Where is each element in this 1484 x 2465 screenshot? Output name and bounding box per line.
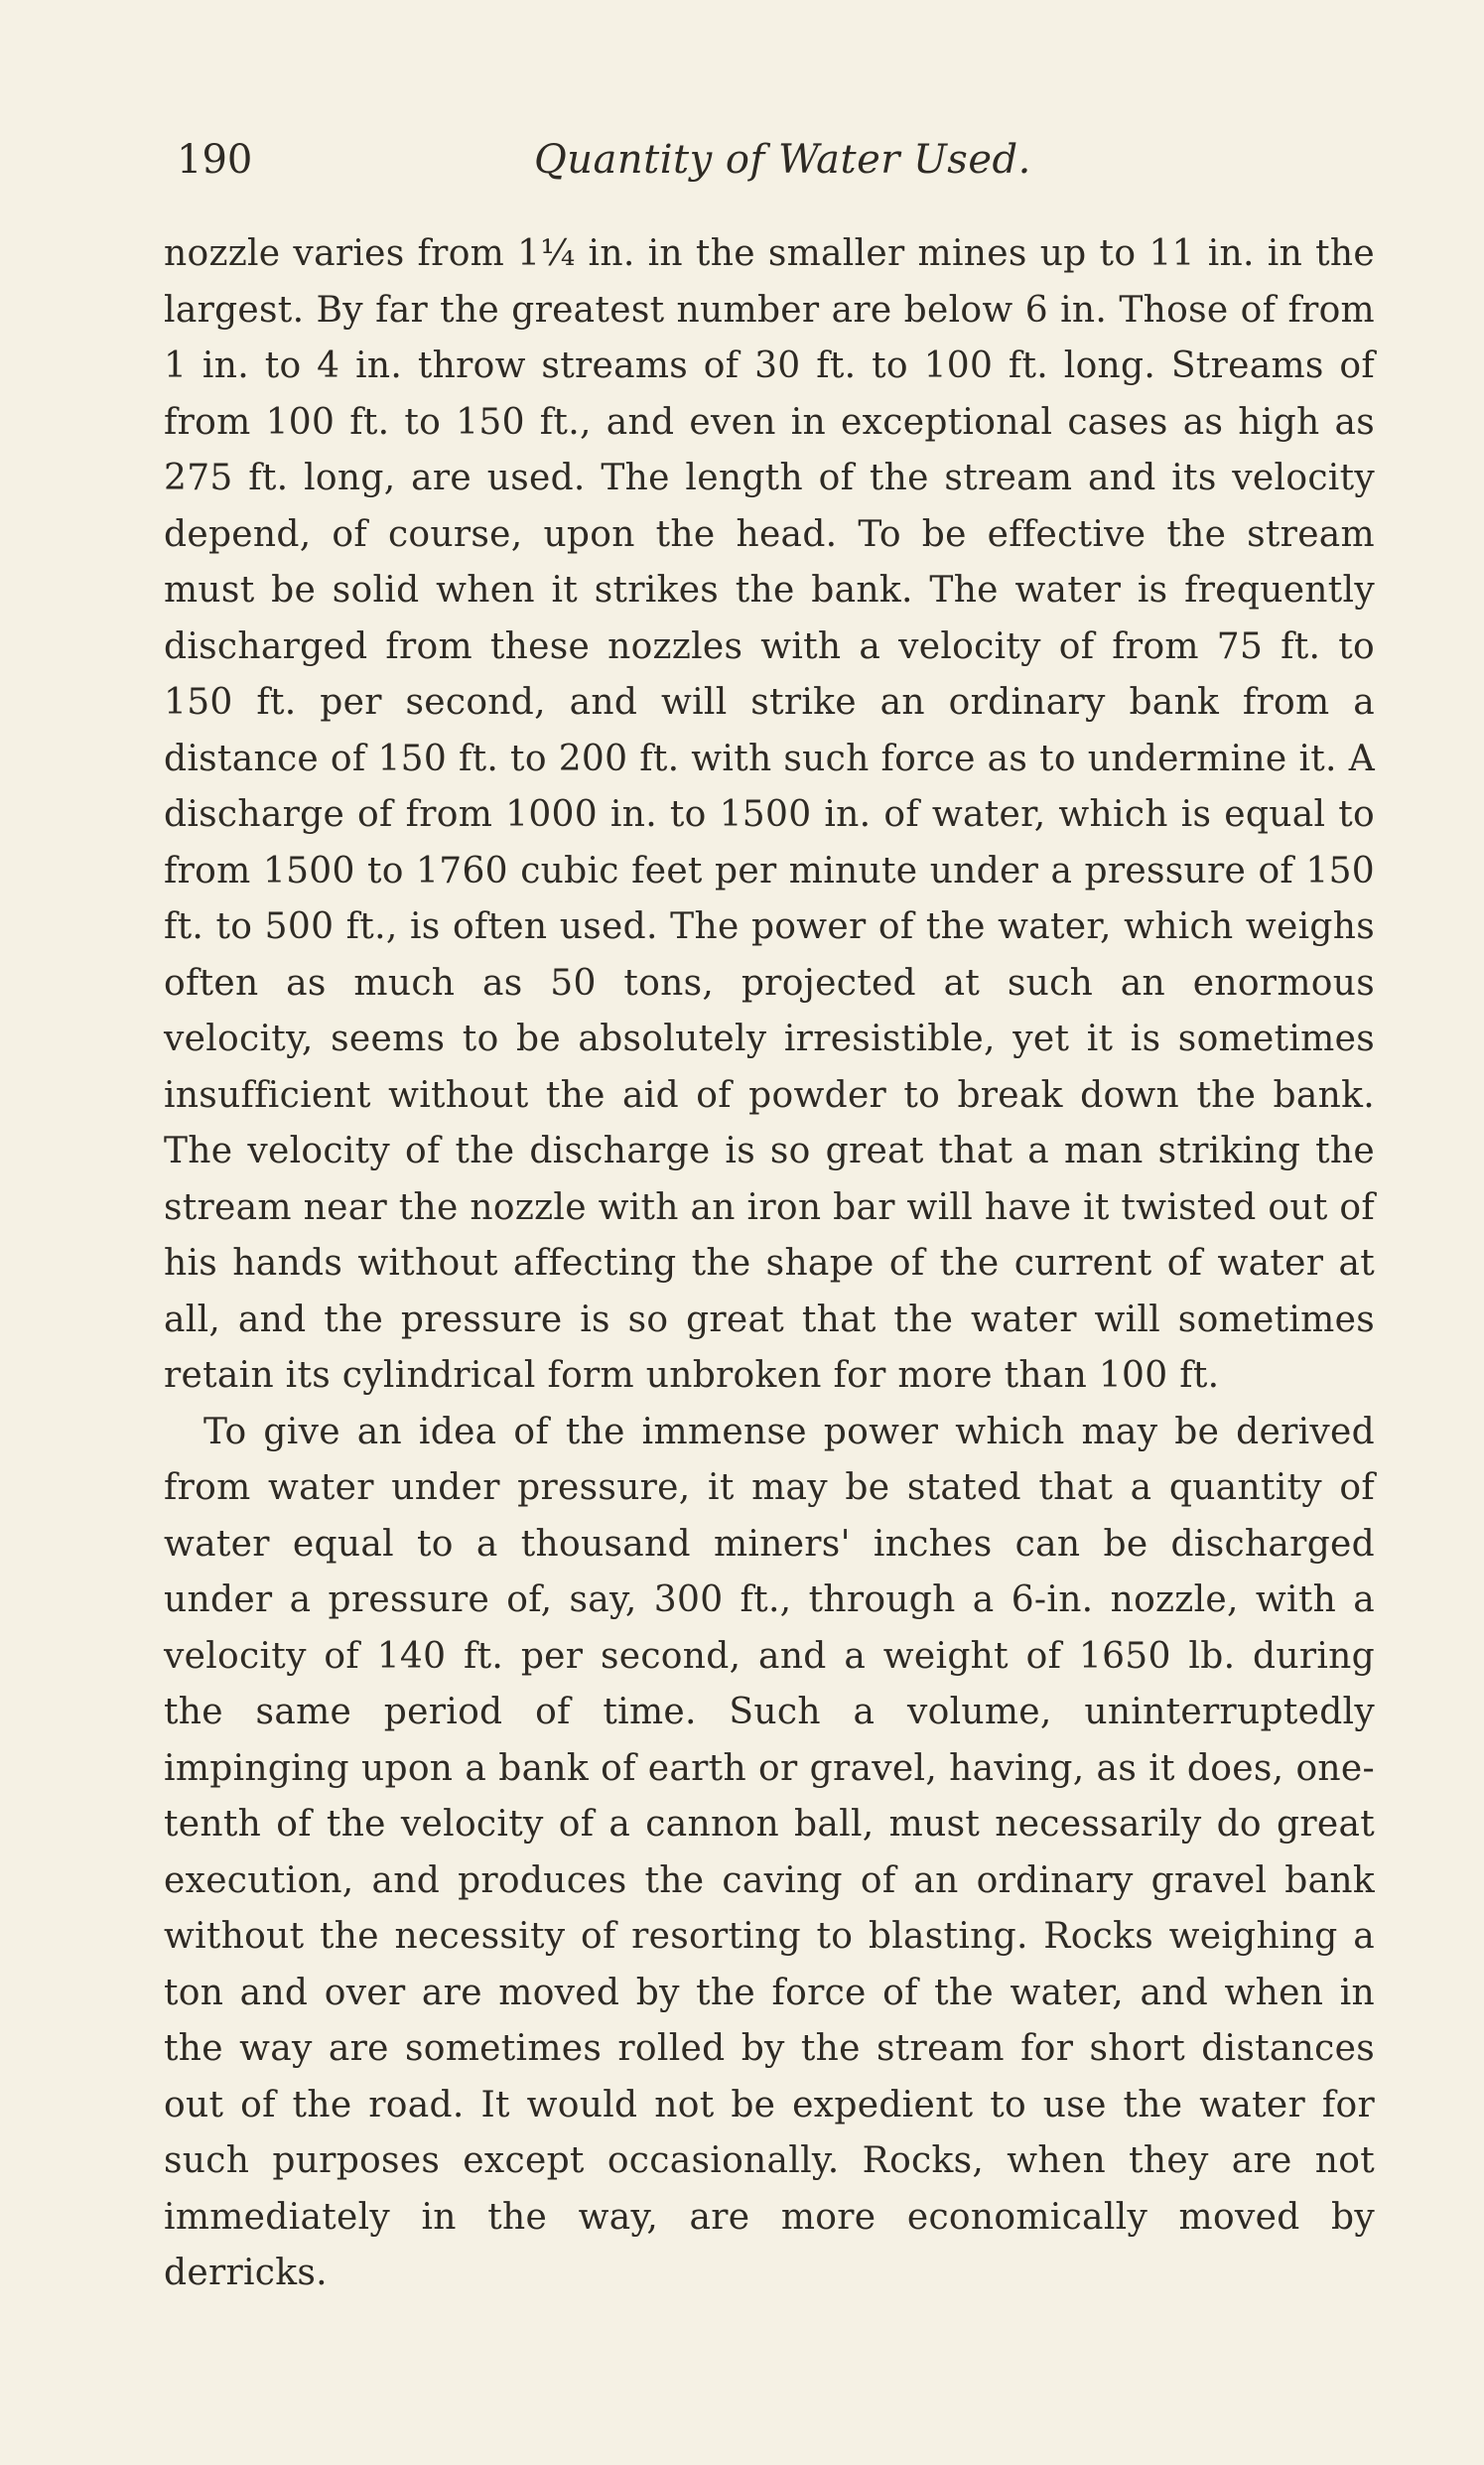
running-title: Quantity of Water Used. xyxy=(534,137,1031,183)
page-number: 190 xyxy=(177,137,253,183)
page-header xyxy=(177,137,1313,187)
paragraph-continued: nozzle varies from 1¼ in. in the smaller mines up to 11 in. in the largest. By far the greatest number are below 6 in. Those of from 1 in. to 4 in. throw streams of 30 ft. to 100 ft. long. Streams of from 100 ft. to 150 ft., and even in exceptional cases as high as 275 ft. long, are used. The length of the stream and its velocity depend, of course, upon the head. To be effective the stream must be solid when it strikes the bank. The water is frequently discharged from these nozzles with a velocity of from 75 ft. to 150 ft. per second, and will strike an ordinary bank from a distance of 150 ft. to 200 ft. with such force as to undermine it. A discharge of from 1000 in. to 1500 in. of water, which is equal to from 1500 to 1760 cubic feet per minute under a pressure of 150 ft. to 500 ft., is often used. The power of the water, which weighs often as much as 50 tons, projected at such an enormous velocity, seems to be absolutely irresistible, yet it is sometimes insufficient without the aid of powder to break down the bank. The velocity of the discharge is so great that a man striking the stream near the nozzle with an iron bar will have it twisted out of his hands without affecting the shape of the current of water at all, and the pressure is so great that the water will sometimes retain its cylindrical form unbroken for more than 100 ft. xyxy=(164,233,1375,1396)
body-text xyxy=(164,226,1375,2302)
paragraph: To give an idea of the immense power which may be derived from water under pressure, it may be stated that a quantity of water equal to a thousand miners' inches can be discharged under a pressure of, say, 300 ft., through a 6-in. nozzle, with a velocity of 140 ft. per second, and a weight of 1650 lb. during the same period of time. Such a volume, uninterruptedly impinging upon a bank of earth or gravel, having, as it does, one-tenth of the velocity of a cannon ball, must necessarily do great execution, and produces the caving of an ordinary gravel bank without the necessity of resorting to blasting. Rocks weighing a ton and over are moved by the force of the water, and when in the way are sometimes rolled by the stream for short distances out of the road. It would not be expedient to use the water for such purposes except occasionally. Rocks, when they are not immediately in the way, are more economically moved by derricks. xyxy=(164,1411,1375,2293)
